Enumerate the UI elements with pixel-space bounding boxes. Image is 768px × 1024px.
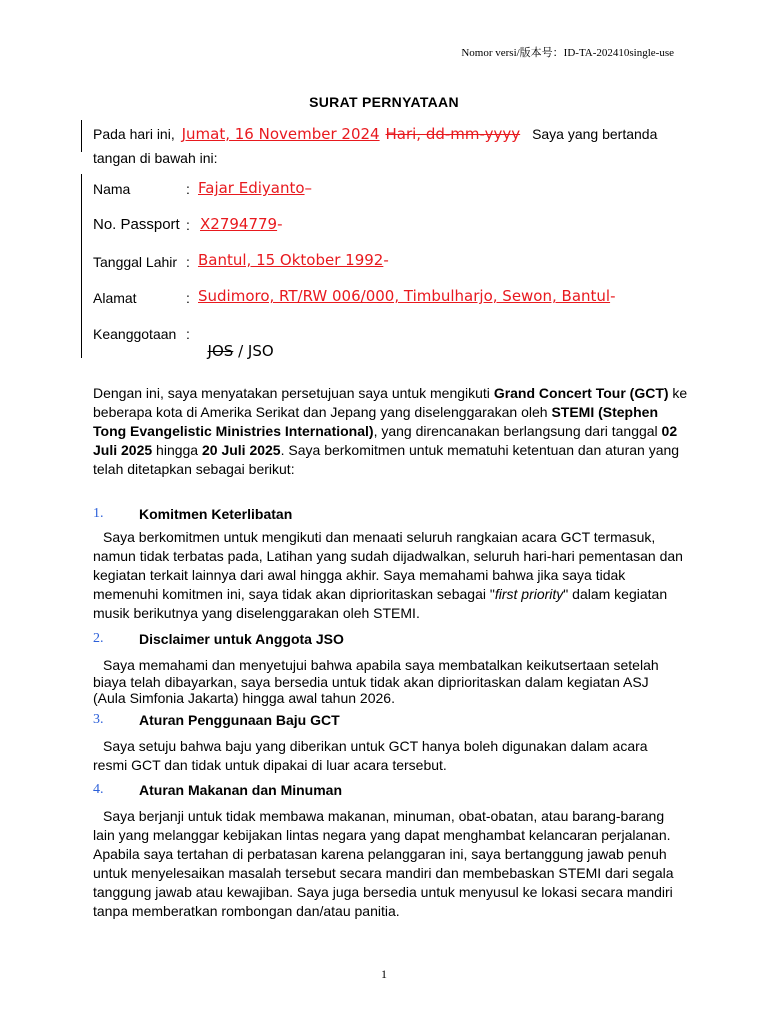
version-number: Nomor versi/版本号：ID-TA-202410single-use — [461, 47, 674, 59]
section-body: Saya setuju bahwa baju yang diberikan untuk GCT hanya boleh digunakan dalam acara resmi GCT dan tidak untuk dipakai di luar acara tersebut. — [93, 738, 648, 773]
section-title: Aturan Makanan dan Minuman — [139, 782, 343, 798]
address-trail: - — [610, 287, 616, 305]
section-number: 2. — [93, 631, 104, 646]
date-placeholder: Hari, dd-mm-yyyy — [385, 125, 521, 143]
statement-text: . Saya berkomitmen untuk mematuhi ketentuan dan aturan yang telah ditetapkan sebagai berikut: — [93, 442, 680, 477]
section-number: 4. — [93, 782, 104, 797]
statement-text: hingga — [152, 442, 202, 458]
birth-trail: - — [383, 251, 389, 269]
passport-value: X2794779 — [200, 215, 278, 233]
birth-value: Bantul, 15 Oktober 1992 — [198, 251, 384, 269]
date-value: Jumat, 16 November 2024 — [181, 125, 380, 143]
section-body-text: " dalam kegiatan musik berikutnya yang diselenggarakan oleh STEMI. — [93, 586, 668, 621]
section-title: Komitmen Keterlibatan — [139, 506, 293, 522]
statement-bold: STEMI (Stephen Tong Evangelistic Ministries International) — [93, 404, 658, 439]
field-value-birth — [198, 251, 389, 269]
field-value-address — [198, 287, 616, 305]
page-number: 1 — [381, 967, 387, 981]
membership-option-jso: JSO — [247, 342, 274, 360]
section-number: 3. — [93, 712, 104, 727]
intro-prefix: Pada hari ini, — [93, 126, 175, 142]
section-body — [93, 528, 683, 623]
section-title: Aturan Penggunaan Baju GCT — [139, 712, 340, 728]
statement-bold: 20 Juli 2025 — [201, 442, 281, 458]
field-label-address: Alamat — [93, 290, 137, 306]
field-colon: : — [186, 217, 190, 233]
membership-option-jos: JOS — [207, 342, 234, 360]
revision-bar — [81, 174, 82, 358]
statement-paragraph — [93, 384, 693, 479]
statement-text: ke beberapa kota di Amerika Serikat dan Jepang yang diselenggarakan oleh — [93, 385, 688, 420]
statement-bold: Grand Concert Tour (GCT) — [493, 385, 669, 401]
field-label-membership: Keanggotaan — [93, 326, 177, 342]
field-value-membership — [198, 324, 274, 360]
section-body-text: Saya berkomitmen untuk mengikuti dan menaati seluruh rangkaian acara GCT termasuk, namun tidak terbatas pada, Latihan yang sudah dijadwalkan, seluruh hari-hari pementasan dan kegiatan terkait lainnya dari awal hingga akhir. Saya memahami bahwa jika saya tidak memenuhi komitmen ini, saya tidak akan diprioritaskan sebagai " — [93, 529, 683, 602]
statement-text: Dengan ini, saya menyatakan persetujuan saya untuk mengikuti — [93, 385, 494, 401]
field-colon: : — [186, 290, 190, 306]
field-value-name — [198, 179, 312, 197]
intro-line — [93, 125, 657, 143]
field-colon: : — [186, 254, 190, 270]
statement-text: , yang direncanakan berlangsung dari tanggal — [373, 423, 662, 439]
field-colon: : — [186, 326, 190, 342]
section-body: Saya memahami dan menyetujui bahwa apabila saya membatalkan keikutsertaan setelah biaya telah dibayarkan, saya bersedia untuk tidak akan diprioritaskan dalam kegiatan ASJ (Aula Simfonia Jakarta) hingga awal tahun 2026. — [93, 657, 659, 706]
revision-bar — [81, 120, 82, 152]
section-body: Saya berjanji untuk tidak membawa makanan, minuman, obat-obatan, atau barang-barang lain yang melanggar kebijakan lintas negara yang dapat menghambat kelancaran perjalanan. Apabila saya tertahan di perbatasan karena pelanggaran ini, saya bertanggung jawab penuh untuk menyelesaikan masalah tersebut secara mandiri dan membebaskan STEMI dari segala tanggung jawab atau kewajiban. Saya juga bersedia untuk menyusul ke lokasi secara mandiri tanpa memberatkan rombongan dan/atau panitia. — [93, 808, 674, 919]
section-title: Disclaimer untuk Anggota JSO — [139, 631, 344, 647]
field-label-passport: No. Passport — [93, 216, 180, 233]
passport-trail: - — [277, 215, 283, 233]
field-label-name: Nama — [93, 181, 131, 197]
field-value-passport — [200, 215, 283, 233]
name-value: Fajar Ediyanto — [198, 179, 305, 197]
intro-suffix: Saya yang bertanda — [532, 126, 658, 142]
name-trail: – — [304, 179, 313, 197]
section-number: 1. — [93, 506, 104, 521]
page-title: SURAT PERNYATAAN — [309, 94, 459, 110]
section-body-emphasis: first priority — [494, 586, 564, 602]
field-label-birth: Tanggal Lahir — [93, 254, 178, 270]
address-value: Sudimoro, RT/RW 006/000, Timbulharjo, Sewon, Bantul — [198, 287, 611, 305]
field-colon: : — [186, 181, 190, 197]
statement-bold: 02 Juli 2025 — [93, 423, 678, 458]
membership-separator: / — [233, 342, 248, 360]
intro-line-2: tangan di bawah ini: — [93, 150, 218, 166]
